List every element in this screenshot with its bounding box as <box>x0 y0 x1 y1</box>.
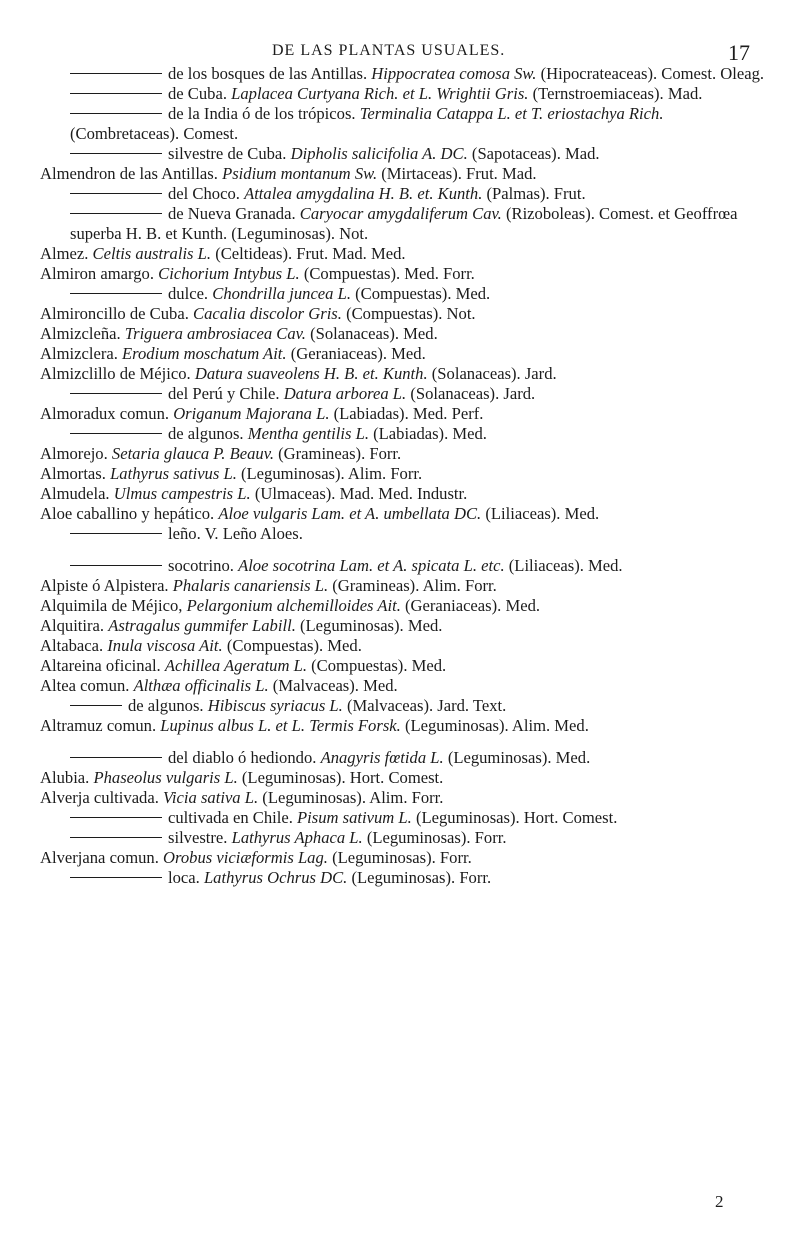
plant-entry <box>40 556 775 576</box>
common-name: Almizcleña. <box>40 324 121 343</box>
family-and-uses: (Leguminosas). Med. <box>447 748 591 767</box>
scientific-name: Erodium moschatum Ait. <box>122 344 287 363</box>
ditto-dash <box>70 877 162 878</box>
plant-entry <box>40 244 775 264</box>
plant-entry <box>40 64 775 84</box>
scientific-name: Lathyrus sativus L. <box>110 464 237 483</box>
common-name: de Cuba. <box>168 84 227 103</box>
common-name: Almoradux comun. <box>40 404 170 423</box>
family-and-uses: (Labiadas). Med. <box>373 424 487 443</box>
plant-entry <box>40 524 775 544</box>
family-and-uses: (Malvaceas). Jard. Text. <box>346 696 507 715</box>
family-and-uses: (Solanaceas). Jard. <box>410 384 536 403</box>
plant-entry <box>40 868 775 888</box>
family-and-uses: (Rizoboleas). Comest. et Geoffrœa superba H. B. et Kunth. (Leguminosas). Not. <box>70 204 738 243</box>
family-and-uses: (Leguminosas). Alim. Forr. <box>241 464 423 483</box>
scientific-name: Dipholis salicifolia A. DC. <box>290 144 468 163</box>
ditto-dash <box>70 93 162 94</box>
plant-entry <box>40 304 775 324</box>
common-name: Almizclillo de Méjico. <box>40 364 191 383</box>
plant-entry <box>40 636 775 656</box>
scientific-name: Phaseolus vulgaris L. <box>93 768 238 787</box>
family-and-uses: (Ternstroemiaceas). Mad. <box>532 84 703 103</box>
scientific-name: Laplacea Curtyana Rich. et L. Wrightii Gris. <box>231 84 529 103</box>
plant-entry <box>40 748 775 768</box>
common-name: dulce. <box>168 284 209 303</box>
plant-entry <box>40 828 775 848</box>
ditto-dash <box>70 213 162 214</box>
plant-entry <box>40 616 775 636</box>
ditto-dash <box>70 433 162 434</box>
family-and-uses: (Leguminosas). Alim. Med. <box>404 716 589 735</box>
family-and-uses: (Liliaceas). Med. <box>485 504 600 523</box>
plant-entry <box>40 504 775 524</box>
family-and-uses: (Geraniaceas). Med. <box>405 596 541 615</box>
plant-entry <box>40 788 775 808</box>
plant-entry <box>40 444 775 464</box>
plant-entry <box>40 204 775 244</box>
printer-signature-mark: 2 <box>715 1192 724 1211</box>
common-name: Altramuz comun. <box>40 716 157 735</box>
family-and-uses: (Compuestas). Med. Forr. <box>303 264 475 283</box>
family-and-uses: (Leguminosas). Hort. Comest. <box>241 768 444 787</box>
paragraph-gap <box>40 736 775 748</box>
scientific-name: Chondrilla juncea L. <box>212 284 351 303</box>
scientific-name: Cichorium Intybus L. <box>158 264 300 283</box>
family-and-uses: (Leguminosas). Forr. <box>351 868 492 887</box>
common-name: Almortas. <box>40 464 106 483</box>
family-and-uses: (Labiadas). Med. Perf. <box>333 404 484 423</box>
plant-entry <box>40 656 775 676</box>
plant-entry <box>40 768 775 788</box>
family-and-uses: (Ulmaceas). Mad. Med. Industr. <box>254 484 468 503</box>
family-and-uses: (Compuestas). Not. <box>346 304 476 323</box>
plant-entry <box>40 848 775 868</box>
plant-entry <box>40 264 775 284</box>
scientific-name: Anagyris fœtida L. <box>320 748 444 767</box>
family-and-uses: (Celtideas). Frut. Mad. Med. <box>215 244 406 263</box>
scientific-name: Datura suaveolens H. B. et. Kunth. <box>194 364 428 383</box>
scientific-name: Orobus viciæformis Lag. <box>163 848 328 867</box>
scientific-name: Attalea amygdalina H. B. et. Kunth. <box>244 184 483 203</box>
plant-entry <box>40 696 775 716</box>
scientific-name: Pelargonium alchemilloides Ait. <box>186 596 401 615</box>
scientific-name: Terminalia Catappa L. et T. eriostachya Rich. <box>359 104 664 123</box>
ditto-dash <box>70 565 162 566</box>
plant-entry <box>40 344 775 364</box>
common-name: de algunos. <box>128 696 204 715</box>
plant-entry <box>40 596 775 616</box>
common-name: Altareina oficinal. <box>40 656 161 675</box>
scientific-name: Inula viscosa Ait. <box>107 636 223 655</box>
family-and-uses: (Sapotaceas). Mad. <box>471 144 600 163</box>
plant-entry <box>40 464 775 484</box>
scientific-name: Setaria glauca P. Beauv. <box>111 444 274 463</box>
common-name: Alquitira. <box>40 616 105 635</box>
plant-entry <box>40 364 775 384</box>
common-name: Alubia. <box>40 768 90 787</box>
scientific-name: Althæa officinalis L. <box>133 676 269 695</box>
ditto-dash <box>70 705 122 706</box>
plant-entries-list <box>40 64 775 888</box>
ditto-dash <box>70 113 162 114</box>
common-name: del Choco. <box>168 184 240 203</box>
scientific-name: Astragalus gummifer Labill. <box>108 616 296 635</box>
family-and-uses: (Leguminosas). Med. <box>300 616 443 635</box>
common-name: Alverja cultivada. <box>40 788 159 807</box>
plant-entry <box>40 184 775 204</box>
plant-entry <box>40 576 775 596</box>
family-and-uses: (Geraniaceas). Med. <box>290 344 426 363</box>
scientific-name: Pisum sativum L. <box>297 808 412 827</box>
common-name: socotrino. <box>168 556 234 575</box>
family-and-uses: (Malvaceas). Med. <box>272 676 398 695</box>
ditto-dash <box>70 193 162 194</box>
family-and-uses: (Gramineas). Alim. Forr. <box>332 576 497 595</box>
common-name: de la India ó de los trópicos. <box>168 104 356 123</box>
family-and-uses: (Liliaceas). Med. <box>508 556 623 575</box>
scientific-name: Aloe vulgaris Lam. et A. umbellata DC. <box>218 504 482 523</box>
common-name: silvestre. <box>168 828 228 847</box>
common-name: cultivada en Chile. <box>168 808 293 827</box>
plant-entry <box>40 716 775 736</box>
family-and-uses: (Compuestas). Med. <box>311 656 447 675</box>
scientific-name: Triguera ambrosiacea Cav. <box>124 324 306 343</box>
page-number: 17 <box>728 40 750 65</box>
ditto-dash <box>70 837 162 838</box>
scientific-name: Phalaris canariensis L. <box>172 576 329 595</box>
common-name: loca. <box>168 868 200 887</box>
scientific-name: Lupinus albus L. et L. Termis Forsk. <box>160 716 401 735</box>
plant-entry <box>40 324 775 344</box>
ditto-dash <box>70 533 162 534</box>
running-head-title: DE LAS PLANTAS USUALES. <box>272 42 506 59</box>
scientific-name: Mentha gentilis L. <box>247 424 369 443</box>
common-name: Almizclera. <box>40 344 118 363</box>
family-and-uses: (Hipocrateaceas). Comest. Oleag. <box>540 64 765 83</box>
plant-entry <box>40 104 775 144</box>
common-name: silvestre de Cuba. <box>168 144 287 163</box>
ditto-dash <box>70 73 162 74</box>
common-name: Almendron de las Antillas. <box>40 164 218 183</box>
family-and-uses: (Leguminosas). Forr. <box>332 848 472 867</box>
scientific-name: Hibiscus syriacus L. <box>207 696 343 715</box>
ditto-dash <box>70 393 162 394</box>
family-and-uses: (Solanaceas). Jard. <box>431 364 557 383</box>
ditto-dash <box>70 817 162 818</box>
ditto-dash <box>70 293 162 294</box>
scientific-name: Caryocar amygdaliferum Cav. <box>299 204 502 223</box>
scientific-name: Lathyrus Aphaca L. <box>231 828 363 847</box>
family-and-uses: (Compuestas). Med. <box>355 284 491 303</box>
plant-entry <box>40 424 775 444</box>
scientific-name: Origanum Majorana L. <box>173 404 330 423</box>
scientific-name: Aloe socotrina Lam. et A. spicata L. etc. <box>238 556 505 575</box>
common-name: Almironcillo de Cuba. <box>40 304 189 323</box>
family-and-uses: (Palmas). Frut. <box>486 184 586 203</box>
family-and-uses: (Mirtaceas). Frut. Mad. <box>381 164 537 183</box>
common-name: leño. V. Leño Aloes. <box>168 524 303 543</box>
paragraph-gap <box>40 544 775 556</box>
scientific-name: Datura arborea L. <box>283 384 407 403</box>
common-name: Altabaca. <box>40 636 104 655</box>
scientific-name: Achillea Ageratum L. <box>164 656 307 675</box>
common-name: Alquimila de Méjico, <box>40 596 183 615</box>
family-and-uses: (Gramineas). Forr. <box>278 444 402 463</box>
family-and-uses: (Leguminosas). Forr. <box>366 828 507 847</box>
common-name: de Nueva Granada. <box>168 204 296 223</box>
scientific-name: Ulmus campestris L. <box>113 484 251 503</box>
plant-entry <box>40 284 775 304</box>
common-name: Almiron amargo. <box>40 264 154 283</box>
plant-entry <box>40 84 775 104</box>
common-name: Almudela. <box>40 484 110 503</box>
family-and-uses: (Leguminosas). Alim. Forr. <box>262 788 444 807</box>
family-and-uses: (Combretaceas). Comest. <box>70 124 239 143</box>
common-name: Almorejo. <box>40 444 108 463</box>
common-name: de los bosques de las Antillas. <box>168 64 368 83</box>
common-name: Almez. <box>40 244 89 263</box>
plant-entry <box>40 404 775 424</box>
plant-entry <box>40 144 775 164</box>
common-name: Aloe caballino y hepático. <box>40 504 215 523</box>
common-name: Alpiste ó Alpistera. <box>40 576 169 595</box>
family-and-uses: (Solanaceas). Med. <box>310 324 438 343</box>
plant-entry <box>40 164 775 184</box>
common-name: Alverjana comun. <box>40 848 159 867</box>
plant-entry <box>40 384 775 404</box>
family-and-uses: (Compuestas). Med. <box>226 636 362 655</box>
scientific-name: Celtis australis L. <box>92 244 212 263</box>
plant-entry <box>40 676 775 696</box>
scientific-name: Psidium montanum Sw. <box>222 164 378 183</box>
plant-entry <box>40 484 775 504</box>
scientific-name: Lathyrus Ochrus DC. <box>203 868 348 887</box>
ditto-dash <box>70 153 162 154</box>
scientific-name: Hippocratea comosa Sw. <box>371 64 537 83</box>
plant-entry <box>40 808 775 828</box>
scientific-name: Vicia sativa L. <box>163 788 259 807</box>
ditto-dash <box>70 757 162 758</box>
common-name: Altea comun. <box>40 676 130 695</box>
scientific-name: Cacalia discolor Gris. <box>193 304 342 323</box>
common-name: de algunos. <box>168 424 244 443</box>
family-and-uses: (Leguminosas). Hort. Comest. <box>415 808 618 827</box>
common-name: del Perú y Chile. <box>168 384 280 403</box>
running-head <box>0 40 800 66</box>
common-name: del diablo ó hediondo. <box>168 748 317 767</box>
